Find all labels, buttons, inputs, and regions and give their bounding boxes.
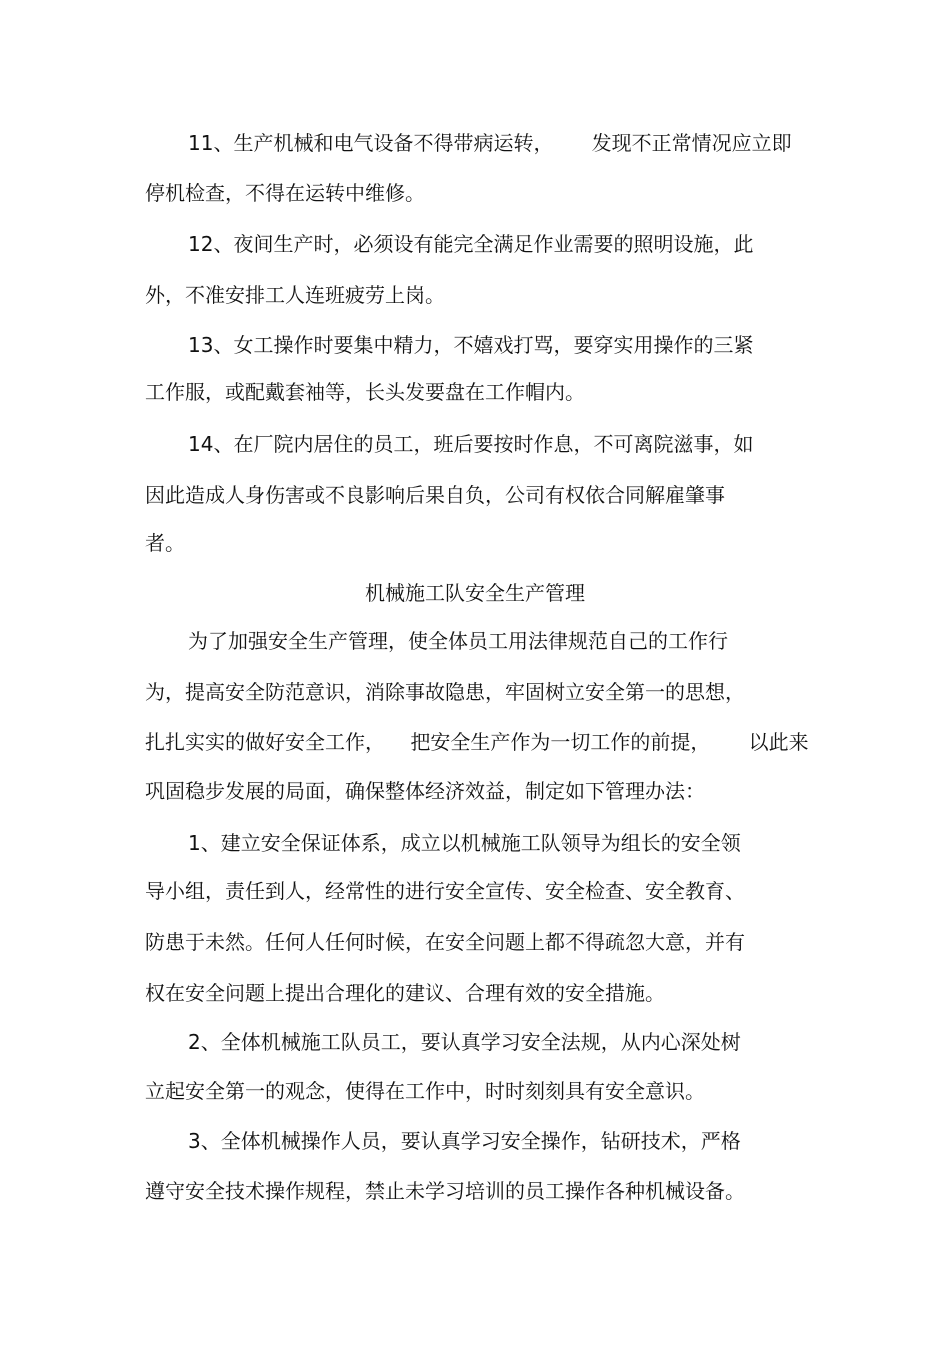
paragraph-11-line-1: 11、生产机械和电气设备不得带病运转， 发现不正常情况应立即 — [188, 131, 792, 155]
intro-paragraph-line-4: 巩固稳步发展的局面，确保整体经济效益，制定如下管理办法： — [145, 779, 705, 803]
section-title: 机械施工队安全生产管理 — [365, 581, 585, 605]
item-1-line-3: 防患于未然。任何人任何时候，在安全问题上都不得疏忽大意，并有 — [145, 930, 745, 954]
paragraph-14-line-1: 14、在厂院内居住的员工，班后要按时作息，不可离院滋事，如 — [188, 432, 754, 456]
paragraph-12-line-1: 12、夜间生产时，必须设有能完全满足作业需要的照明设施，此 — [188, 232, 754, 256]
paragraph-13-line-2: 工作服，或配戴套袖等，长头发要盘在工作帽内。 — [145, 380, 585, 404]
paragraph-11-line-2: 停机检查，不得在运转中维修。 — [145, 181, 425, 205]
item-1-line-1: 1、建立安全保证体系，成立以机械施工队领导为组长的安全领 — [188, 831, 741, 855]
item-3-line-2: 遵守安全技术操作规程，禁止未学习培训的员工操作各种机械设备。 — [145, 1179, 745, 1203]
paragraph-14-line-3: 者。 — [145, 531, 185, 555]
paragraph-12-line-2: 外，不准安排工人连班疲劳上岗。 — [145, 283, 445, 307]
intro-paragraph-line-2: 为，提高安全防范意识，消除事故隐患，牢固树立安全第一的思想， — [145, 680, 745, 704]
intro-paragraph-line-3: 扎扎实实的做好安全工作， 把安全生产作为一切工作的前提， 以此来 — [145, 730, 809, 754]
item-1-line-2: 导小组，责任到人，经常性的进行安全宣传、安全检查、安全教育、 — [145, 879, 745, 903]
intro-paragraph-line-1: 为了加强安全生产管理，使全体员工用法律规范自己的工作行 — [188, 629, 728, 653]
paragraph-13-line-1: 13、女工操作时要集中精力，不嬉戏打骂，要穿实用操作的三紧 — [188, 333, 754, 357]
item-2-line-1: 2、全体机械施工队员工，要认真学习安全法规，从内心深处树 — [188, 1030, 741, 1054]
item-1-line-4: 权在安全问题上提出合理化的建议、合理有效的安全措施。 — [145, 981, 665, 1005]
item-3-line-1: 3、全体机械操作人员，要认真学习安全操作，钻研技术，严格 — [188, 1129, 741, 1153]
paragraph-14-line-2: 因此造成人身伤害或不良影响后果自负，公司有权依合同解雇肇事 — [145, 483, 725, 507]
item-2-line-2: 立起安全第一的观念，使得在工作中，时时刻刻具有安全意识。 — [145, 1079, 705, 1103]
